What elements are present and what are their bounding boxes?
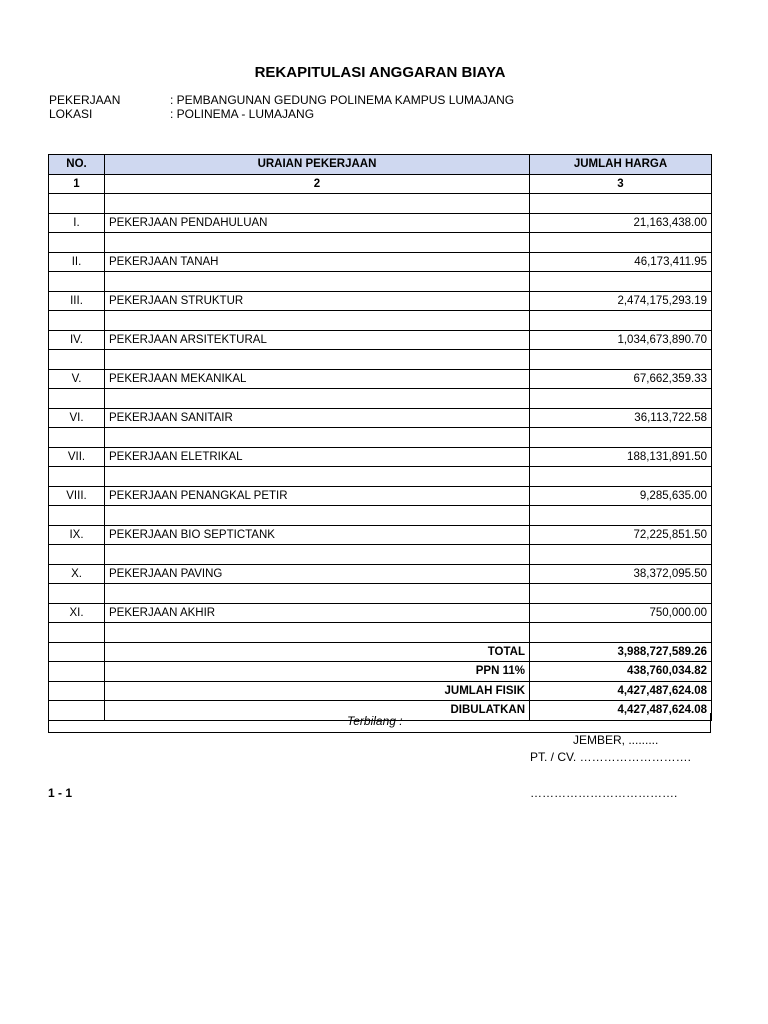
place-date: JEMBER, ......... bbox=[573, 733, 659, 747]
terbilang-row bbox=[48, 713, 711, 733]
row-description: PEKERJAAN ARSITEKTURAL bbox=[105, 330, 530, 350]
empty-cell bbox=[530, 350, 712, 370]
column-index-row bbox=[49, 174, 712, 194]
index-cell: 3 bbox=[530, 174, 712, 194]
pekerjaan-value: : PEMBANGUNAN GEDUNG POLINEMA KAMPUS LUMAJANG bbox=[170, 93, 515, 107]
spacer-row bbox=[49, 350, 712, 370]
empty-cell bbox=[49, 467, 105, 487]
empty-cell bbox=[49, 662, 105, 682]
terbilang-label: Terbilang : bbox=[347, 714, 403, 728]
spacer-row bbox=[49, 623, 712, 643]
table-row bbox=[49, 603, 712, 623]
empty-cell bbox=[105, 233, 530, 253]
row-description: PEKERJAAN BIO SEPTICTANK bbox=[105, 525, 530, 545]
row-number: VI. bbox=[49, 408, 105, 428]
spacer-row bbox=[49, 428, 712, 448]
empty-cell bbox=[530, 428, 712, 448]
table-row bbox=[49, 252, 712, 272]
summary-row bbox=[49, 662, 712, 682]
row-description: PEKERJAAN AKHIR bbox=[105, 603, 530, 623]
summary-amount: 4,427,487,624.08 bbox=[530, 701, 712, 721]
spacer-row bbox=[49, 545, 712, 565]
row-description: PEKERJAAN STRUKTUR bbox=[105, 291, 530, 311]
summary-amount: 4,427,487,624.08 bbox=[530, 681, 712, 701]
table-row bbox=[49, 447, 712, 467]
empty-cell bbox=[49, 681, 105, 701]
spacer-row bbox=[49, 584, 712, 604]
table-row bbox=[49, 369, 712, 389]
row-description: PEKERJAAN TANAH bbox=[105, 252, 530, 272]
row-number: V. bbox=[49, 369, 105, 389]
summary-label: TOTAL bbox=[105, 642, 530, 662]
document-title: REKAPITULASI ANGGARAN BIAYA bbox=[254, 64, 506, 81]
empty-cell bbox=[530, 623, 712, 643]
header-no: NO. bbox=[49, 155, 105, 175]
row-number: IV. bbox=[49, 330, 105, 350]
empty-cell bbox=[49, 272, 105, 292]
table-row bbox=[49, 525, 712, 545]
empty-cell bbox=[49, 506, 105, 526]
lokasi-label: LOKASI bbox=[49, 107, 93, 121]
row-description: PEKERJAAN PENANGKAL PETIR bbox=[105, 486, 530, 506]
row-number: VII. bbox=[49, 447, 105, 467]
empty-cell bbox=[105, 311, 530, 331]
empty-cell bbox=[530, 389, 712, 409]
empty-cell bbox=[105, 584, 530, 604]
row-amount: 188,131,891.50 bbox=[530, 447, 712, 467]
table-row bbox=[49, 213, 712, 233]
row-number: III. bbox=[49, 291, 105, 311]
empty-cell bbox=[49, 642, 105, 662]
empty-cell bbox=[105, 350, 530, 370]
empty-cell bbox=[105, 506, 530, 526]
empty-cell bbox=[105, 389, 530, 409]
index-cell: 1 bbox=[49, 174, 105, 194]
empty-cell bbox=[105, 467, 530, 487]
spacer-row bbox=[49, 311, 712, 331]
row-description: PEKERJAAN PENDAHULUAN bbox=[105, 213, 530, 233]
spacer-row bbox=[49, 389, 712, 409]
row-number: XI. bbox=[49, 603, 105, 623]
empty-cell bbox=[530, 233, 712, 253]
summary-row bbox=[49, 681, 712, 701]
empty-cell bbox=[530, 506, 712, 526]
empty-cell bbox=[105, 623, 530, 643]
row-description: PEKERJAAN SANITAIR bbox=[105, 408, 530, 428]
lokasi-value: : POLINEMA - LUMAJANG bbox=[170, 107, 315, 121]
empty-cell bbox=[530, 584, 712, 604]
spacer-row bbox=[49, 233, 712, 253]
project-info-pekerjaan bbox=[49, 93, 514, 107]
empty-cell bbox=[49, 194, 105, 214]
pekerjaan-label: PEKERJAAN bbox=[49, 93, 121, 107]
spacer-row bbox=[49, 467, 712, 487]
row-number: VIII. bbox=[49, 486, 105, 506]
budget-recap-table bbox=[48, 154, 712, 721]
company-name: PT. / CV. ………………………. bbox=[530, 750, 691, 764]
row-amount: 67,662,359.33 bbox=[530, 369, 712, 389]
summary-amount: 3,988,727,589.26 bbox=[530, 642, 712, 662]
row-number: I. bbox=[49, 213, 105, 233]
row-number: IX. bbox=[49, 525, 105, 545]
row-amount: 46,173,411.95 bbox=[530, 252, 712, 272]
signature-line: ………………………………. bbox=[530, 786, 678, 800]
table-row bbox=[49, 330, 712, 350]
spacer-row bbox=[49, 272, 712, 292]
table-row bbox=[49, 408, 712, 428]
summary-row bbox=[49, 642, 712, 662]
empty-cell bbox=[530, 194, 712, 214]
summary-label: JUMLAH FISIK bbox=[105, 681, 530, 701]
empty-cell bbox=[49, 389, 105, 409]
table-row bbox=[49, 564, 712, 584]
empty-cell bbox=[530, 311, 712, 331]
empty-cell bbox=[105, 194, 530, 214]
row-amount: 750,000.00 bbox=[530, 603, 712, 623]
spacer-row bbox=[49, 506, 712, 526]
empty-cell bbox=[105, 428, 530, 448]
summary-label: PPN 11% bbox=[105, 662, 530, 682]
header-jumlah: JUMLAH HARGA bbox=[530, 155, 712, 175]
header-uraian: URAIAN PEKERJAAN bbox=[105, 155, 530, 175]
row-amount: 9,285,635.00 bbox=[530, 486, 712, 506]
row-description: PEKERJAAN ELETRIKAL bbox=[105, 447, 530, 467]
empty-cell bbox=[49, 311, 105, 331]
table-row bbox=[49, 486, 712, 506]
project-info-lokasi bbox=[49, 107, 314, 121]
empty-cell bbox=[49, 584, 105, 604]
row-amount: 36,113,722.58 bbox=[530, 408, 712, 428]
empty-cell bbox=[105, 272, 530, 292]
row-description: PEKERJAAN MEKANIKAL bbox=[105, 369, 530, 389]
summary-amount: 438,760,034.82 bbox=[530, 662, 712, 682]
page-number: 1 - 1 bbox=[48, 786, 73, 800]
empty-cell bbox=[49, 350, 105, 370]
row-amount: 38,372,095.50 bbox=[530, 564, 712, 584]
empty-cell bbox=[49, 545, 105, 565]
empty-cell bbox=[530, 272, 712, 292]
row-number: X. bbox=[49, 564, 105, 584]
summary-label: DIBULATKAN bbox=[105, 701, 530, 721]
index-cell: 2 bbox=[105, 174, 530, 194]
row-description: PEKERJAAN PAVING bbox=[105, 564, 530, 584]
empty-cell bbox=[105, 545, 530, 565]
row-amount: 2,474,175,293.19 bbox=[530, 291, 712, 311]
empty-cell bbox=[530, 545, 712, 565]
table-header-row bbox=[49, 155, 712, 175]
row-amount: 72,225,851.50 bbox=[530, 525, 712, 545]
empty-cell bbox=[49, 233, 105, 253]
empty-cell bbox=[49, 428, 105, 448]
row-number: II. bbox=[49, 252, 105, 272]
table-row bbox=[49, 291, 712, 311]
row-amount: 1,034,673,890.70 bbox=[530, 330, 712, 350]
row-amount: 21,163,438.00 bbox=[530, 213, 712, 233]
spacer-row bbox=[49, 194, 712, 214]
empty-cell bbox=[530, 467, 712, 487]
empty-cell bbox=[49, 623, 105, 643]
